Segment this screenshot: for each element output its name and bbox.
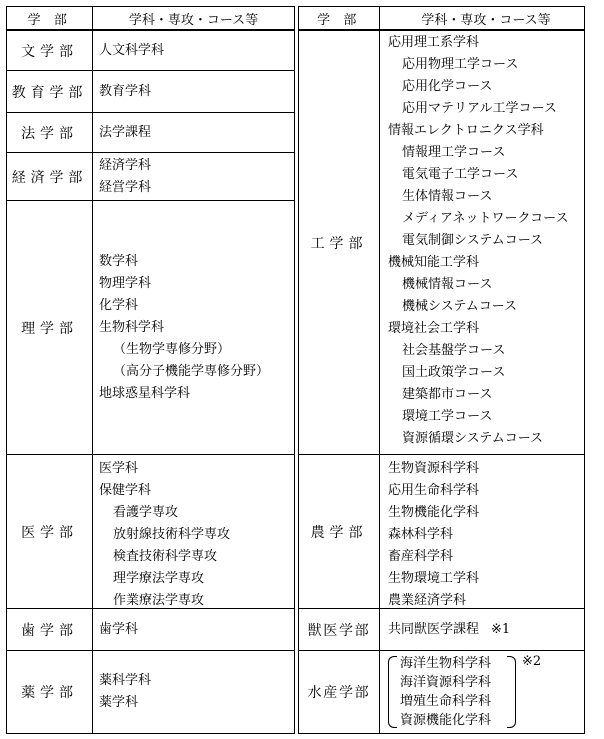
dept-item: 生物資源科学科 — [388, 461, 480, 476]
dept-item: 資源機能化学科 — [400, 713, 492, 728]
faculty-hogaku: 法学部 — [7, 113, 93, 152]
header-departments: 学科・専攻・コース等 — [421, 12, 551, 28]
dept-subitem: 資源循環システムコース — [402, 431, 544, 446]
faculty-kogaku: 工学部 — [299, 31, 380, 454]
dept-item: 海洋資源科学科 — [400, 675, 492, 690]
row-yakugaku — [7, 651, 294, 733]
dept-item: 数学科 — [99, 253, 139, 269]
header-faculty: 学 部 — [7, 7, 93, 29]
dept-item: 経営学科 — [99, 179, 152, 195]
dept-item-with-note — [388, 619, 584, 641]
dept-list-juigaku — [380, 609, 584, 650]
dept-item: 歯学科 — [99, 621, 139, 637]
dept-subitem: 電気制御システムコース — [402, 233, 544, 248]
dept-subitem: メディアネットワークコース — [402, 211, 569, 226]
dept-list-nogaku — [380, 455, 584, 608]
bracket-right — [507, 656, 516, 728]
dept-item: 海洋生物科学科 — [400, 656, 492, 671]
dept-item: 森林科学科 — [388, 527, 454, 542]
dept-item: 農業経済学科 — [388, 593, 467, 608]
faculty-bungaku: 文学部 — [7, 31, 93, 70]
row-hogaku — [7, 113, 294, 153]
dept-subitem: 応用物理工学コース — [402, 57, 519, 72]
dept-list-suisan — [380, 651, 584, 733]
dept-list-bungaku — [93, 31, 294, 70]
dept-subitem: 放射線技術科学専攻 — [113, 527, 231, 542]
left-header-row — [7, 7, 294, 31]
dept-item: 地球惑星科学科 — [99, 385, 191, 401]
header-faculty: 学 部 — [299, 7, 380, 29]
dept-subitem: 理学療法学専攻 — [113, 571, 205, 586]
dept-list-hogaku — [93, 113, 294, 152]
dept-subitem: 生体情報コース — [402, 189, 493, 204]
dept-subitem: 検査技術科学専攻 — [113, 549, 218, 564]
dept-item: 生物環境工学科 — [388, 571, 480, 586]
row-keizai — [7, 153, 294, 201]
dept-subitem: 情報理工学コース — [402, 145, 506, 160]
dept-item: 環境社会工学科 — [388, 321, 480, 336]
bracketed-group — [388, 654, 584, 730]
dept-item: 共同獣医学課程 — [388, 621, 480, 637]
faculty-suisan: 水産学部 — [299, 651, 380, 733]
dept-subitem: 作業療法学専攻 — [113, 593, 205, 608]
dept-list-igaku — [93, 455, 294, 608]
dept-subitem: 看護学専攻 — [113, 505, 179, 520]
row-rigaku — [7, 201, 294, 455]
faculty-shigaku: 歯学部 — [7, 609, 93, 650]
row-nogaku — [299, 455, 584, 609]
row-shigaku — [7, 609, 294, 651]
bracket — [388, 654, 516, 730]
faculty-juigaku: 獣医学部 — [299, 609, 380, 650]
dept-item: 法学課程 — [99, 124, 152, 140]
dept-item: 薬科学科 — [99, 673, 152, 688]
row-juigaku — [299, 609, 584, 651]
dept-list-yakugaku — [93, 651, 294, 733]
dept-item: 人文科学科 — [99, 42, 165, 58]
dept-subitem: 環境工学コース — [402, 409, 493, 424]
dept-subitem: （高分子機能学専修分野） — [113, 363, 270, 379]
right-table — [298, 6, 585, 734]
dept-list-rigaku — [93, 201, 294, 454]
dept-subitem: （生物学専修分野） — [113, 341, 231, 357]
faculty-igaku: 医学部 — [7, 455, 93, 608]
row-suisan — [299, 651, 584, 733]
dept-subitem: 社会基盤学コース — [402, 343, 506, 358]
dept-item: 情報エレクトロニクス学科 — [388, 123, 544, 138]
faculty-rigaku: 理学部 — [7, 201, 93, 454]
dept-subitem: 機械情報コース — [402, 277, 493, 292]
dept-subitem: 電気電子工学コース — [402, 167, 519, 182]
dept-subitem: 機械システムコース — [402, 299, 518, 314]
row-bungaku — [7, 31, 294, 71]
row-kyoiku — [7, 71, 294, 113]
faculty-nogaku: 農学部 — [299, 455, 380, 608]
dept-list-kogaku — [380, 31, 584, 454]
dept-item: 畜産科学科 — [388, 549, 454, 564]
dept-item: 生物科学科 — [99, 319, 165, 335]
dept-item: 化学科 — [99, 297, 139, 313]
left-table — [6, 6, 295, 734]
faculty-kyoiku: 教育学部 — [7, 71, 93, 112]
dept-item: 経済学科 — [99, 157, 152, 173]
dept-item: 保健学科 — [99, 483, 152, 498]
faculty-keizai: 経済学部 — [7, 153, 93, 200]
dept-item: 教育学科 — [99, 83, 152, 99]
footnote-mark: ※2 — [522, 654, 542, 669]
dept-item: 機械知能工学科 — [388, 255, 480, 270]
dept-list-kyoiku — [93, 71, 294, 112]
header-departments: 学科・専攻・コース等 — [128, 12, 259, 28]
dept-subitem: 建築都市コース — [402, 387, 493, 402]
dept-item: 応用生命科学科 — [388, 483, 480, 498]
dept-list-keizai — [93, 153, 294, 200]
dept-list-shigaku — [93, 609, 294, 650]
row-igaku — [7, 455, 294, 609]
dept-item: 医学科 — [99, 461, 139, 476]
bracket-left — [388, 656, 397, 728]
faculty-yakugaku: 薬学部 — [7, 651, 93, 733]
dept-subitem: 応用化学コース — [402, 79, 493, 94]
dept-subitem: 国土政策学コース — [402, 365, 506, 380]
dept-item: 薬学科 — [99, 695, 139, 710]
row-kogaku — [299, 31, 584, 455]
dept-item: 応用理工系学科 — [388, 35, 480, 50]
dept-item: 増殖生命科学科 — [400, 694, 492, 709]
dept-item: 生物機能化学科 — [388, 505, 480, 520]
dept-item: 物理学科 — [99, 275, 152, 291]
right-header-row — [299, 7, 584, 31]
dept-subitem: 応用マテリアル工学コース — [402, 101, 557, 116]
footnote-mark: ※1 — [491, 621, 511, 637]
